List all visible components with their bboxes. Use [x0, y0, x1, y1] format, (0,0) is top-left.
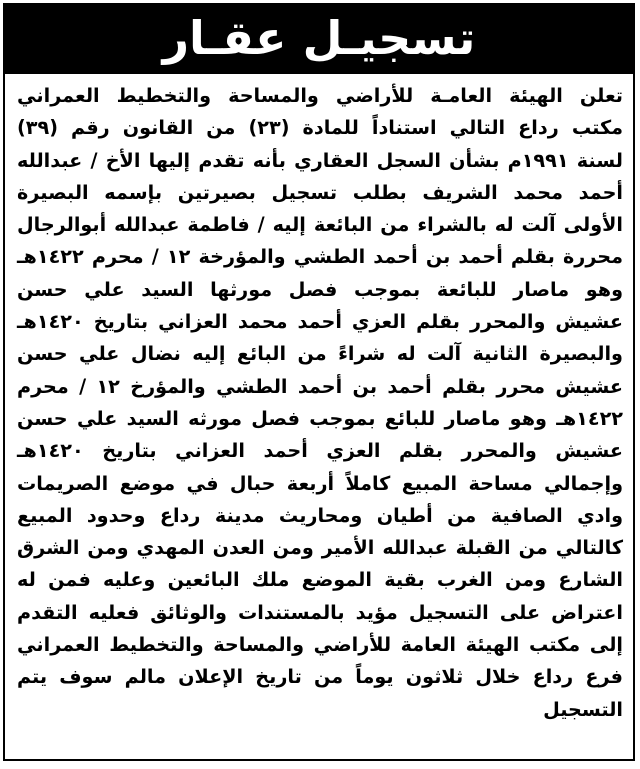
notice-body: تعلن الهيئة العامـة للأراضي والمساحة والتخطيط العمراني مكتب رداع التالي استناداً للمادة (٢٣) من القانون رقم (٣٩) لسنة ١٩٩١م بشأن السجل العقاري بأنه تقدم إليها الأخ / عبدالله أحمد محمد الشريف بطلب تسجيل بصيرتين بإسمه البصيرة الأولى آلت له بالشراء من البائعة إليه / فاطمة عبدالله أبوالرجال محررة بقلم أحمد بن أحمد الطشي والمؤرخة ١٢ / محرم ١٤٢٢هـ وهو ماصار للبائعة بموجب فصل مورثها السيد علي حسن عشيش والمحرر بقلم العزي أحمد محمد العزاني بتاريخ ١٤٢٠هـ والبصيرة الثانية آلت له شراءً من البائع إليه نضال علي حسن عشيش محرر بقلم أحمد بن أحمد الطشي والمؤرخ ١٢ / محرم ١٤٢٢هـ وهو ماصار للبائع بموجب فصل مورثه السيد علي حسن عشيش والمحرر بقلم العزي أحمد العزاني بتاريخ ١٤٢٠هـ وإجمالي مساحة المبيع كاملاً أربعة حبال في موضع الصريمات وادي الصافية من أطيان ومحاريث مدينة رداع وحدود المبيع كالتالي من القبلة عبدالله الأمير ومن العدن المهدي ومن الشرق الشارع ومن الغرب بقية الموضع ملك البائعين وعليه فمن له اعتراض على التسجيل مؤيد بالمستندات والوثائق فعليه التقدم إلى مكتب الهيئة العامة للأراضي والمساحة والتخطيط العمراني فرع رداع خلال ثلاثون يوماً من تاريخ الإعلان مالم سوف يتم التسجيل	[17, 84, 624, 721]
notice-title: تسجيـل عقـار	[162, 11, 476, 65]
notice-box	[3, 3, 635, 761]
title-bar	[5, 5, 633, 74]
